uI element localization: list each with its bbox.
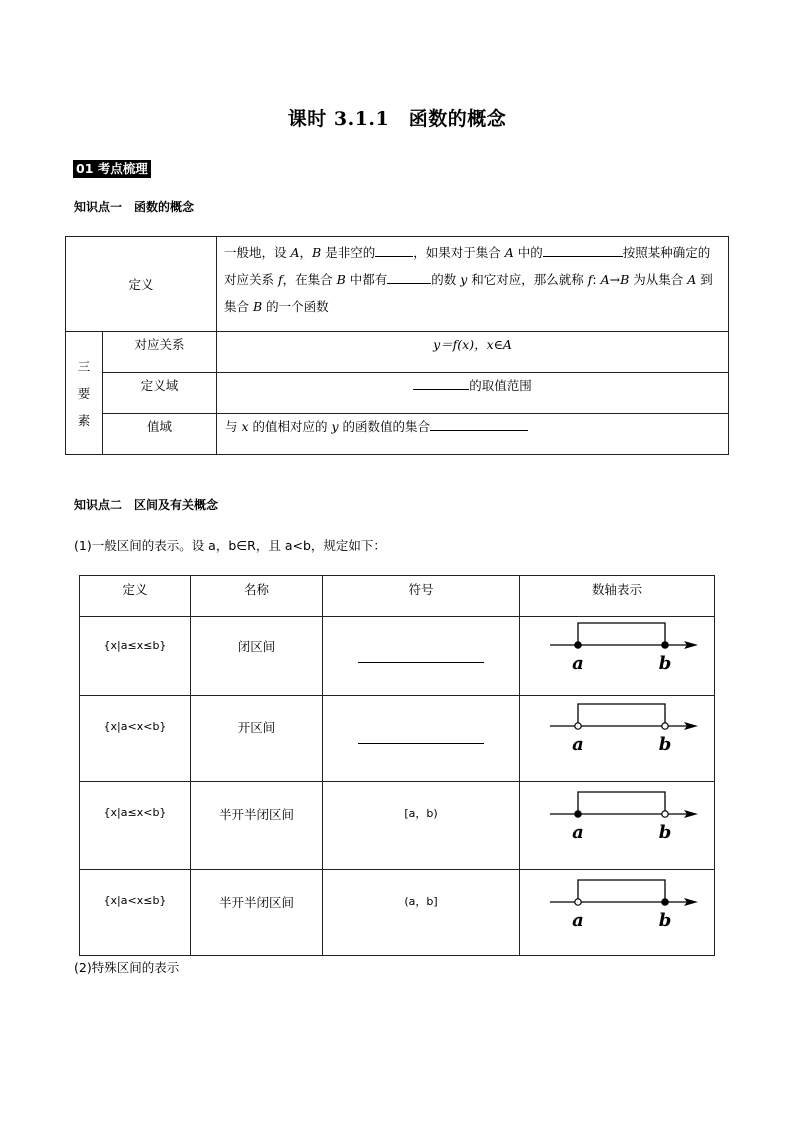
var-y: y bbox=[331, 419, 339, 434]
def-label-cell bbox=[66, 237, 217, 332]
var-y: y bbox=[460, 272, 468, 287]
endpoint-a-closed bbox=[575, 642, 581, 648]
def-text: ， bbox=[299, 245, 313, 260]
blank-line bbox=[375, 255, 413, 257]
blank-line bbox=[430, 429, 528, 431]
row-definition: {x|a<x≤b} bbox=[80, 870, 191, 956]
function-concept-table bbox=[65, 236, 729, 455]
def-text-cell bbox=[217, 237, 729, 332]
axis-label-a: a bbox=[572, 822, 584, 843]
row-definition: {x|a≤x<b} bbox=[80, 782, 191, 870]
endpoint-a-open bbox=[575, 723, 581, 729]
set-a: A bbox=[504, 245, 514, 260]
table-row bbox=[80, 617, 715, 696]
table-row bbox=[80, 870, 715, 956]
axis-label-a: a bbox=[572, 653, 584, 674]
set-b: B bbox=[312, 245, 322, 260]
axis-label-a: a bbox=[572, 910, 584, 931]
def-text: 到集合 bbox=[224, 272, 713, 314]
endpoint-b-open bbox=[662, 811, 668, 817]
row-name: 闭区间 bbox=[191, 617, 323, 696]
number-line-cell bbox=[520, 870, 715, 956]
number-line-closed-open bbox=[533, 788, 701, 850]
def-text: 中都有 bbox=[345, 272, 388, 287]
mapping-value: y＝f(x)，x∈A bbox=[433, 337, 512, 352]
interval-bracket bbox=[578, 704, 665, 726]
def-text: ，在集合 bbox=[282, 272, 337, 287]
row-definition: {x|a≤x≤b} bbox=[80, 617, 191, 696]
domain-value-cell bbox=[217, 373, 729, 414]
number-line-cell bbox=[520, 617, 715, 696]
range-text: 的值相对应的 bbox=[248, 419, 332, 434]
range-text: 的函数值的集合 bbox=[338, 419, 431, 434]
domain-value: 的取值范围 bbox=[469, 378, 532, 393]
def-text: 按照某种确定的对应关系 bbox=[224, 245, 711, 287]
endpoint-a-closed bbox=[575, 811, 581, 817]
range-value-cell bbox=[217, 414, 729, 455]
table-row bbox=[80, 696, 715, 782]
endpoint-b-open bbox=[662, 723, 668, 729]
row-name: 半开半闭区间 bbox=[191, 782, 323, 870]
def-text: 的一个函数 bbox=[262, 299, 329, 314]
row-name: 半开半闭区间 bbox=[191, 870, 323, 956]
row-symbol: (a，b] bbox=[323, 870, 520, 956]
axis-label-a: a bbox=[572, 734, 584, 755]
kp2-heading: 知识点二 区间及有关概念 bbox=[74, 498, 219, 512]
symbol-cell bbox=[323, 696, 520, 782]
map-a-to-b: A→B bbox=[600, 272, 630, 287]
interval-bracket bbox=[578, 623, 665, 645]
number-line-closed-closed bbox=[533, 619, 701, 681]
blank-line bbox=[543, 255, 623, 257]
domain-label: 定义域 bbox=[103, 373, 217, 414]
def-text: 中的 bbox=[513, 245, 543, 260]
header-definition: 定义 bbox=[80, 576, 191, 617]
set-b: B bbox=[336, 272, 346, 287]
def-text: ，如果对于集合 bbox=[413, 245, 505, 260]
axis-label-b: b bbox=[658, 822, 672, 843]
range-text: 与 bbox=[225, 419, 242, 434]
blank-line bbox=[358, 742, 484, 744]
mapping-label: 对应关系 bbox=[103, 332, 217, 373]
axis-label-b: b bbox=[658, 910, 672, 931]
var-x: x bbox=[241, 419, 249, 434]
map-f: f bbox=[277, 272, 283, 287]
three-elements-char: 三 bbox=[77, 358, 91, 374]
mapping-value-cell bbox=[217, 332, 729, 373]
def-label: 定义 bbox=[128, 277, 154, 292]
def-text: 是非空的 bbox=[321, 245, 376, 260]
range-label: 值域 bbox=[103, 414, 217, 455]
endpoint-b-closed bbox=[662, 899, 668, 905]
three-elements-cell bbox=[66, 332, 103, 455]
header-number-line: 数轴表示 bbox=[520, 576, 715, 617]
row-name: 开区间 bbox=[191, 696, 323, 782]
number-line-cell bbox=[520, 782, 715, 870]
blank-line bbox=[387, 282, 431, 284]
section-badge: 01 考点梳理 bbox=[73, 160, 151, 178]
def-text: 为从集合 bbox=[629, 272, 688, 287]
kp2-intro: (1)一般区间的表示。设 a，b∈R，且 a<b，规定如下： bbox=[74, 538, 386, 553]
axis-label-b: b bbox=[658, 734, 672, 755]
def-text: 一般地，设 bbox=[224, 245, 291, 260]
set-b: B bbox=[252, 299, 263, 314]
blank-line bbox=[413, 388, 469, 390]
symbol-cell bbox=[323, 617, 520, 696]
def-text: 和它对应，那么就称 bbox=[467, 272, 588, 287]
number-line-open-closed bbox=[533, 876, 701, 938]
row-definition: {x|a<x<b} bbox=[80, 696, 191, 782]
interval-table bbox=[79, 575, 715, 956]
row-symbol: [a，b) bbox=[323, 782, 520, 870]
page-title: 课时 3.1.1 函数的概念 bbox=[287, 108, 507, 130]
set-a: A bbox=[290, 245, 300, 260]
blank-line bbox=[358, 661, 484, 663]
set-a: A bbox=[687, 272, 697, 287]
three-elements-char: 素 bbox=[77, 412, 91, 428]
three-elements-char: 要 bbox=[77, 385, 91, 401]
number-line-cell bbox=[520, 696, 715, 782]
def-text: : bbox=[592, 272, 601, 287]
header-symbol: 符号 bbox=[323, 576, 520, 617]
endpoint-a-open bbox=[575, 899, 581, 905]
table-row bbox=[80, 782, 715, 870]
number-line-open-open bbox=[533, 700, 701, 762]
map-f: f bbox=[587, 272, 593, 287]
special-interval-heading: (2)特殊区间的表示 bbox=[74, 960, 180, 975]
kp1-heading: 知识点一 函数的概念 bbox=[74, 200, 195, 214]
def-text: 的数 bbox=[431, 272, 461, 287]
header-name: 名称 bbox=[191, 576, 323, 617]
axis-label-b: b bbox=[658, 653, 672, 674]
interval-bracket bbox=[578, 880, 665, 902]
endpoint-b-closed bbox=[662, 642, 668, 648]
interval-bracket bbox=[578, 792, 665, 814]
